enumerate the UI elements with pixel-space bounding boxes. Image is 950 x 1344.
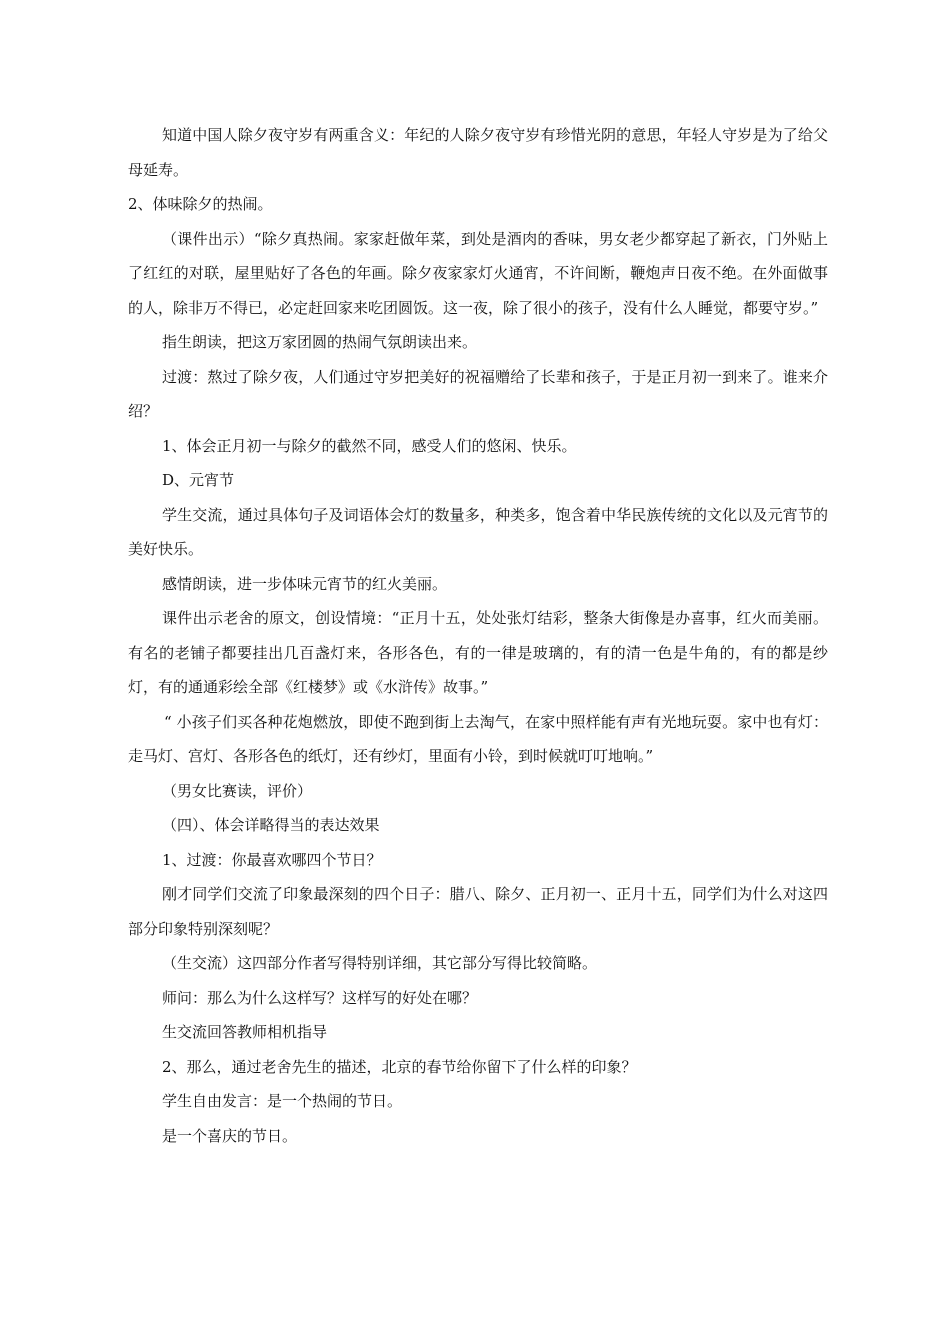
paragraph-detail-brief: （生交流）这四部分作者写得特别详细，其它部分写得比较简略。	[162, 954, 598, 972]
paragraph-favorite-festivals: 1、过渡：你最喜欢哪四个节日？	[162, 850, 382, 869]
paragraph-emotional-reading: 感情朗读，进一步体味元宵节的红火美丽。	[162, 574, 448, 593]
paragraph-first-day: 1、体会正月初一与除夕的截然不同，感受人们的悠闲、快乐。	[162, 436, 577, 455]
paragraph-festive-day: 是一个喜庆的节日。	[162, 1126, 298, 1145]
paragraph-reading-contest: （男女比赛读，评价）	[162, 781, 313, 800]
paragraph-laoshe-quote-2: “ 小孩子们买各种花炮燃放，即使不跑到街上去淘气，在家中照样能有声有光地玩耍。家中也有灯：走马灯、宫灯、各形各色的纸灯，还有纱灯，里面有小铃，到时候就叮叮地响。”	[128, 712, 828, 765]
paragraph-laoshe-quote-1: 课件出示老舍的原文，创设情境：“正月十五，处处张灯结彩，整条大街像是办喜事，红火而美丽。有名的老铺子都要挂出几百盏灯来，各形各色，有的一律是玻璃的，有的清一色是牛角的，有的都是纱灯，有的通通彩绘全部《红楼梦》或《水浒传》故事。”	[128, 609, 828, 696]
document-body	[128, 118, 828, 1153]
heading-section-four: （四）、体会详略得当的表达效果	[162, 816, 380, 834]
heading-chuxi-lively: 2、体味除夕的热闹。	[128, 195, 273, 213]
paragraph-transition-new-year: 过渡：熬过了除夕夜，人们通过守岁把美好的祝福赠给了长辈和孩子，于是正月初一到来了。谁来介绍？	[128, 367, 828, 420]
paragraph-chuxi-quote: （课件出示）“除夕真热闹。家家赶做年菜，到处是酒肉的香味，男女老少都穿起了新衣，门外贴上了红红的对联，屋里贴好了各色的年画。除夕夜家家灯火通宵，不许间断，鞭炮声日夜不绝。在外面做事的人，除非万不得已，必定赶回家来吃团圆饭。这一夜，除了很小的孩子，没有什么人睡觉，都要守岁。”	[128, 229, 828, 317]
paragraph-student-exchange: 学生交流，通过具体句子及词语体会灯的数量多，种类多，饱含着中华民族传统的文化以及元宵节的美好快乐。	[128, 505, 828, 558]
paragraph-four-days: 刚才同学们交流了印象最深刻的四个日子：腊八、除夕、正月初一、正月十五，同学们为什么对这四部分印象特别深刻呢？	[128, 885, 828, 938]
paragraph-teacher-guidance: 生交流回答教师相机指导	[162, 1023, 328, 1041]
heading-lantern-festival: D、元宵节	[162, 471, 235, 489]
paragraph-read-aloud: 指生朗读，把这万家团圆的热闹气氛朗读出来。	[162, 333, 478, 351]
paragraph-shousui-meaning: 知道中国人除夕夜守岁有两重含义：年纪的人除夕夜守岁有珍惜光阴的意思，年轻人守岁是为了给父母延寿。	[128, 126, 828, 179]
paragraph-free-speech: 学生自由发言：是一个热闹的节日。	[162, 1092, 403, 1110]
paragraph-impression-question: 2、那么，通过老舍先生的描述，北京的春节给你留下了什么样的印象？	[162, 1057, 637, 1076]
paragraph-teacher-question: 师问：那么为什么这样写？这样写的好处在哪？	[162, 988, 478, 1007]
